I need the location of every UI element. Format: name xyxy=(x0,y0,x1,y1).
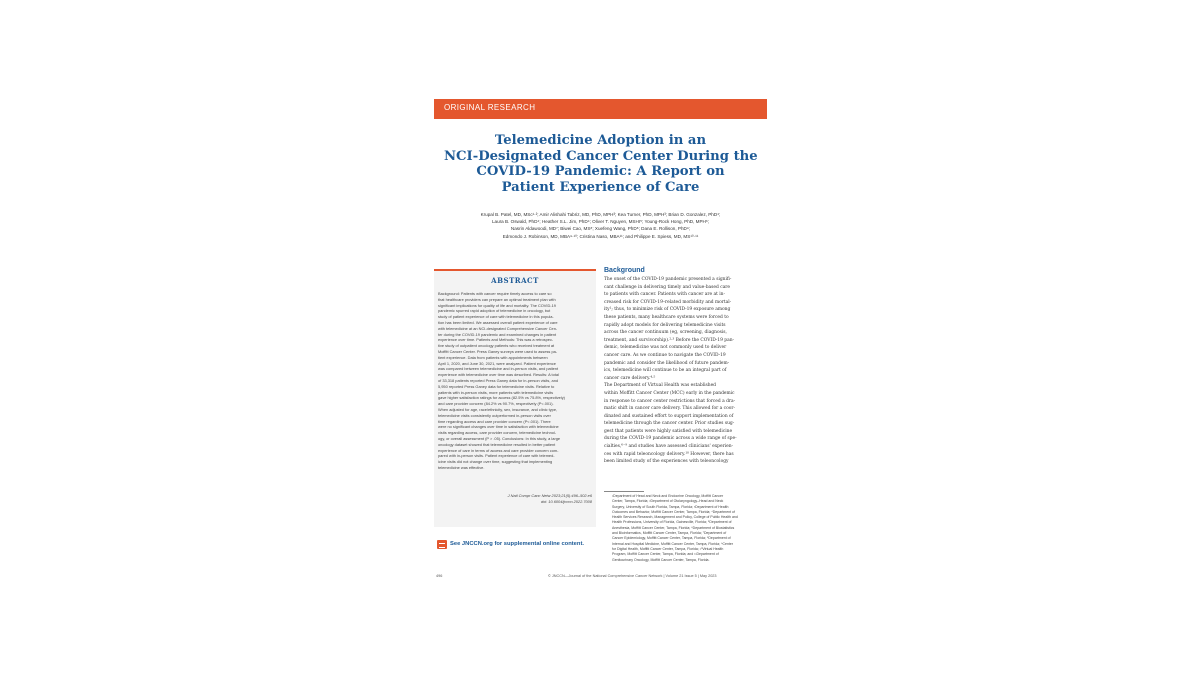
background-line: gest that patients were highly satisfied with telemedicine xyxy=(604,428,733,434)
footnote-line: Cancer Epidemiology, Moffitt Cancer Center, Tampa, Florida; ⁸Department of xyxy=(612,536,731,541)
abstract-line: oncology dataset showed that telemedicine resulted in better patient xyxy=(438,441,556,447)
abstract-line: visits regarding access, care provider concern, telemedicine technol- xyxy=(438,430,557,436)
background-line: demic, telemedicine was not commonly used to deliver xyxy=(604,345,727,351)
supplement-icon xyxy=(437,540,447,549)
abstract-line: was compared between telemedicine and in-person visits, and patient xyxy=(438,366,559,372)
background-line: within Moffitt Cancer Center (MCC) early in the pandemic xyxy=(604,390,735,396)
background-line: dinated and sustained effort to support implementation of xyxy=(604,413,734,419)
background-line: these patients, many healthcare systems were forced to xyxy=(604,314,729,320)
abstract-line: tion has been limited. We assessed overall patient experience of care xyxy=(438,319,558,325)
abstract-line: tient experience. Data from patients with appointments between xyxy=(438,354,548,360)
background-line: cialties,⁶⁻⁹ and studies have assessed clinicians' experien- xyxy=(604,444,734,450)
background-text xyxy=(604,276,762,466)
citation-line: doi: 10.6004/jnccn.2022.7008 xyxy=(540,498,592,504)
abstract-line: ogy, or overall assessment (P > .05). Conclusions: In this study, a large xyxy=(438,435,561,441)
abstract-line: gave higher satisfaction ratings for access (82.5% vs 75.8%, respectively) xyxy=(438,395,565,401)
author-list xyxy=(448,211,753,240)
abstract-box xyxy=(434,269,596,527)
page-number: 496 xyxy=(436,574,443,578)
footnote-line: Program, Moffitt Cancer Center, Tampa, Florida; and ¹¹Department of xyxy=(612,552,719,557)
author-line: Nasrin Aldawoodi, MD⁷; Biwei Cao, MS⁸; Xuefeng Wang, PhD⁸; Dana E. Rollison, PhD⁹; xyxy=(510,226,691,232)
citation xyxy=(438,493,592,504)
background-line: during the COVID-19 pandemic across a wide range of spe- xyxy=(604,436,737,442)
footnote-line: Anesthesia, Moffitt Cancer Center, Tampa, Florida; ⁶Department of Biostatistics xyxy=(612,525,735,530)
citation-line: J Natl Compr Canc Netw 2023;21(5):496–502.e6 xyxy=(507,493,592,498)
background-line: across the cancer continuum (eg, screening, diagnosis, xyxy=(604,330,727,336)
footnote-line: Center, Tampa, Florida; ²Department of Otolaryngology–Head and Neck xyxy=(612,499,724,504)
author-line: Laura B. Oswald, PhD⁴; Heather S.L. Jim, PhD⁴; Oliver T. Nguyen, MSHI⁵; Young-Rock Hong, PhD, MPH⁶; xyxy=(491,219,709,225)
abstract-line: patients with in-person visits, more patients with telemedicine visits xyxy=(438,389,554,395)
abstract-line: icine visits did not change over time, suggesting that implementing xyxy=(438,459,553,465)
author-line: Krupal B. Patel, MD, MSc¹·²; Amir Alishahi Tabriz, MD, PhD, MPH³; Kea Turner, PhD, MPH³; Brian D. Gonzalez, PhD⁴; xyxy=(480,212,721,217)
abstract-line: April 1, 2020, and June 30, 2021, were analyzed. Patient experience xyxy=(438,360,556,366)
abstract-line: and care provider concern (84.2% vs 90.7%, respectively (P<.001). xyxy=(438,401,554,407)
abstract-line: significant implications for quality of life and mortality. The COVID-19 xyxy=(438,302,556,308)
title-line: Telemedicine Adoption in an xyxy=(494,133,707,148)
supplemental-link[interactable] xyxy=(434,539,596,551)
journal-info: © JNCCN—Journal of the National Comprehensive Cancer Network | Volume 21 Issue 5 | May 2023 xyxy=(548,574,717,578)
abstract-line: pandemic spurred rapid adoption of telemedicine in oncology, but xyxy=(438,308,551,314)
footnote-line: Genitourinary Oncology, Moffitt Cancer Center, Tampa, Florida. xyxy=(612,557,710,562)
background-line: creased risk for COVID-19–related morbidity and mortal- xyxy=(604,299,732,305)
footnote-line: and Bioinformatics, Moffitt Cancer Center, Tampa, Florida; ⁷Department of xyxy=(612,531,727,536)
abstract-line: telemedicine was effective. xyxy=(438,464,485,470)
journal-page xyxy=(434,99,767,585)
background-line: cancer care delivery.⁴·⁵ xyxy=(604,375,656,381)
abstract-line: of 33,318 patients reported Press Ganey data for in-person visits, and xyxy=(438,377,559,383)
background-line: cancer care. As we continue to navigate the COVID-19 xyxy=(604,352,726,358)
abstract-line: Moffitt Cancer Center. Press Ganey surveys were used to assess pa- xyxy=(438,348,558,354)
author-line: Edmondo J. Robinson, MD, MBA⁹·¹⁰; Cristina Naso, MBA¹¹; and Philippe E. Spiess, MD, MS¹⁰·¹¹ xyxy=(502,233,699,239)
footnote-divider xyxy=(604,491,644,492)
abstract-line: When adjusted for age, race/ethnicity, sex, insurance, and clinic type, xyxy=(438,406,558,412)
abstract-line: 5,950 reported Press Ganey data for telemedicine visits. Relative to xyxy=(438,383,555,389)
footnote-line: Health Professions, University of Florida, Gainesville, Florida; ⁵Department of xyxy=(612,520,732,525)
abstract-line: telemedicine visits consistently outperformed in-person visits over xyxy=(438,412,551,418)
background-line: ces with rapid teleoncology delivery.¹⁰ However, there has xyxy=(604,451,734,457)
background-line: in response to cancer center restrictions that forced a dra- xyxy=(604,398,736,404)
abstract-line: were no significant changes over time in satisfaction with telemedicine xyxy=(438,424,559,430)
background-line: pandemic and consider the likelihood of future pandem- xyxy=(604,360,730,366)
background-line: telemedicine through the cancer center. Prior studies sug- xyxy=(604,421,735,427)
section-banner xyxy=(434,99,767,119)
background-line: ity¹; thus, to minimize risk of COVID-19 exposure among xyxy=(604,307,731,313)
section-label: ORIGINAL RESEARCH xyxy=(444,103,536,112)
footnote-line: Internal and Hospital Medicine, Moffitt Cancer Center, Tampa, Florida; ⁹Center xyxy=(612,541,734,546)
background-line: treatment, and survivorship).²·³ Before the COVID-19 pan- xyxy=(604,337,735,343)
abstract-line: with telemedicine at an NCI-designated Comprehensive Cancer Cen- xyxy=(438,325,558,331)
abstract-line: study of patient experience of care with telemedicine in this popula- xyxy=(438,314,554,320)
background-line: matic shift in cancer care delivery. This allowed for a coor- xyxy=(604,406,735,412)
background-section xyxy=(604,267,762,466)
abstract-line: experience with telemedicine over time was described. Results: A total xyxy=(438,372,559,378)
footnote-line: for Digital Health, Moffitt Cancer Center, Tampa, Florida; ¹⁰Virtual Health xyxy=(612,546,724,551)
footnote-line: Surgery, University of South Florida, Tampa, Florida; ³Department of Health xyxy=(612,504,729,509)
abstract-line: experience of care in terms of access and care provider concern com- xyxy=(438,447,559,453)
background-line: rapidly adopt models for delivering telemedicine visits xyxy=(604,322,726,328)
background-line: The Department of Virtual Health was established xyxy=(604,383,716,389)
abstract-line: that healthcare providers can prepare an optimal treatment plan with xyxy=(438,296,556,302)
abstract-line: experience over time. Patients and Methods: This was a retrospec- xyxy=(438,337,554,343)
title-line: COVID-19 Pandemic: A Report on xyxy=(476,164,725,179)
abstract-heading: ABSTRACT xyxy=(491,276,539,285)
footnote-line: Outcomes and Behavior, Moffitt Cancer Center, Tampa, Florida; ⁴Department of xyxy=(612,509,735,514)
title-line: NCI-Designated Cancer Center During the xyxy=(444,148,758,164)
abstract-line: time regarding access and care provider concern (P<.001). There xyxy=(438,418,551,424)
background-line: The onset of the COVID-19 pandemic presented a signifi- xyxy=(604,277,732,282)
supplemental-text[interactable]: See JNCCN.org for supplemental online content. xyxy=(450,541,584,547)
abstract-text xyxy=(438,291,592,471)
affiliations-footnotes xyxy=(612,494,762,563)
background-line: to patients with cancer. Patients with cancer are at in- xyxy=(604,292,725,298)
article-title xyxy=(444,133,757,195)
abstract-line: Background: Patients with cancer require timely access to care so xyxy=(438,291,552,296)
abstract-line: pared with in-person visits. Patient experience of care with telemed- xyxy=(438,453,555,459)
abstract-line: ter during the COVID-19 pandemic and examined changes in patient xyxy=(438,331,557,337)
footnote-line: ¹Department of Head and Neck and Endocrine Oncology, Moffitt Cancer xyxy=(612,494,724,498)
abstract-line: tive study of outpatient oncology patients who received treatment at xyxy=(438,343,555,349)
footnote-line: Health Services Research, Management and Policy, College of Public Health and xyxy=(612,515,738,520)
background-line: been limited study of the experiences with teleoncology xyxy=(604,459,729,465)
background-heading: Background xyxy=(604,267,645,274)
background-line: cant challenge in delivering timely and value-based care xyxy=(604,284,731,290)
page-footer xyxy=(434,573,767,581)
background-line: ics, telemedicine will continue to be an integral part of xyxy=(604,368,727,374)
title-line: Patient Experience of Care xyxy=(501,179,700,195)
